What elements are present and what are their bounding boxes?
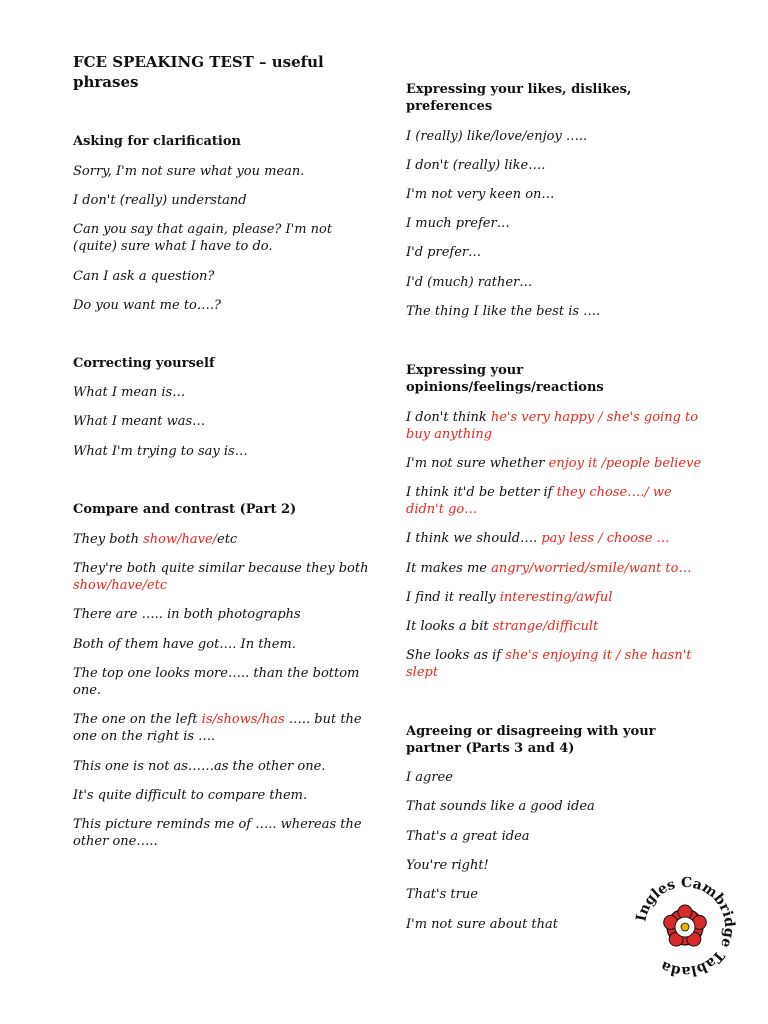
phrase-item: I'd (much) rather…: [406, 275, 533, 290]
phrase-item: The thing I like the best is ….: [406, 304, 601, 319]
phrase-item: I'd prefer…: [406, 245, 482, 260]
section-heading-compare: Compare and contrast (Part 2): [73, 502, 297, 517]
phrase-item: I much prefer…: [406, 216, 510, 231]
phrase-item: I agree: [406, 770, 453, 785]
phrase-item: I (really) like/love/enjoy …..: [406, 129, 588, 144]
section-heading-likes: Expressing your likes, dislikes, preferences: [406, 82, 632, 114]
phrase-item: I think we should…. pay less / choose …: [406, 531, 670, 546]
phrase-item: That sounds like a good idea: [406, 799, 595, 814]
phrase-item: I'm not sure whether enjoy it /people believe: [406, 456, 702, 471]
phrase-item: There are ….. in both photographs: [73, 607, 301, 622]
phrase-item: The top one looks more….. than the bottom one.: [73, 666, 360, 698]
phrase-item: Can I ask a question?: [73, 269, 215, 284]
phrase-item: This one is not as……as the other one.: [73, 759, 326, 774]
phrase-item: This picture reminds me of ….. whereas the other one…..: [73, 817, 362, 849]
phrase-item: That's true: [406, 887, 478, 902]
phrase-item: Do you want me to….?: [73, 298, 221, 313]
phrase-item: They're both quite similar because they both show/have/etc: [73, 561, 369, 593]
phrase-item: I don't (really) understand: [73, 193, 247, 208]
phrase-item: The one on the left is/shows/has ….. but the one on the right is ….: [73, 712, 362, 744]
phrase-item: Can you say that again, please? I'm not (quite) sure what I have to do.: [73, 222, 333, 254]
phrase-item: Both of them have got…. In them.: [73, 637, 296, 652]
phrase-item: It makes me angry/worried/smile/want to…: [406, 561, 692, 576]
phrase-item: I'm not sure about that: [406, 917, 559, 932]
phrase-item: You're right!: [406, 858, 489, 873]
phrase-item: I don't think he's very happy / she's going to buy anything: [406, 410, 699, 442]
phrase-item: It's quite difficult to compare them.: [73, 788, 308, 803]
cambridge-tablada-logo: [630, 872, 740, 982]
phrase-item: She looks as if she's enjoying it / she hasn't slept: [406, 648, 692, 680]
phrase-item: What I meant was…: [73, 414, 206, 429]
section-heading-agreeing: Agreeing or disagreeing with your partner (Parts 3 and 4): [406, 724, 656, 756]
phrase-item: I'm not very keen on…: [406, 187, 555, 202]
phrase-item: Sorry, I'm not sure what you mean.: [73, 164, 305, 179]
section-heading-correcting: Correcting yourself: [73, 356, 215, 371]
section-heading-clarification: Asking for clarification: [73, 134, 241, 149]
page-title: FCE SPEAKING TEST – useful phrases: [73, 53, 324, 91]
phrase-item: I don't (really) like….: [406, 158, 546, 173]
phrase-item: They both show/have/etc: [73, 532, 238, 547]
phrase-item: I find it really interesting/awful: [406, 590, 613, 605]
section-heading-opinions: Expressing your opinions/feelings/reactions: [406, 363, 604, 395]
tudor-rose-icon: [664, 905, 707, 946]
phrase-item: It looks a bit strange/difficult: [406, 619, 599, 634]
phrase-item: What I mean is…: [73, 385, 186, 400]
phrase-item: I think it'd be better if they chose…./ we didn't go…: [406, 485, 672, 517]
phrase-item: What I'm trying to say is…: [73, 444, 248, 459]
logo-ring-text: Ingles Cambridge Tablada: [633, 874, 738, 980]
phrase-item: That's a great idea: [406, 829, 530, 844]
